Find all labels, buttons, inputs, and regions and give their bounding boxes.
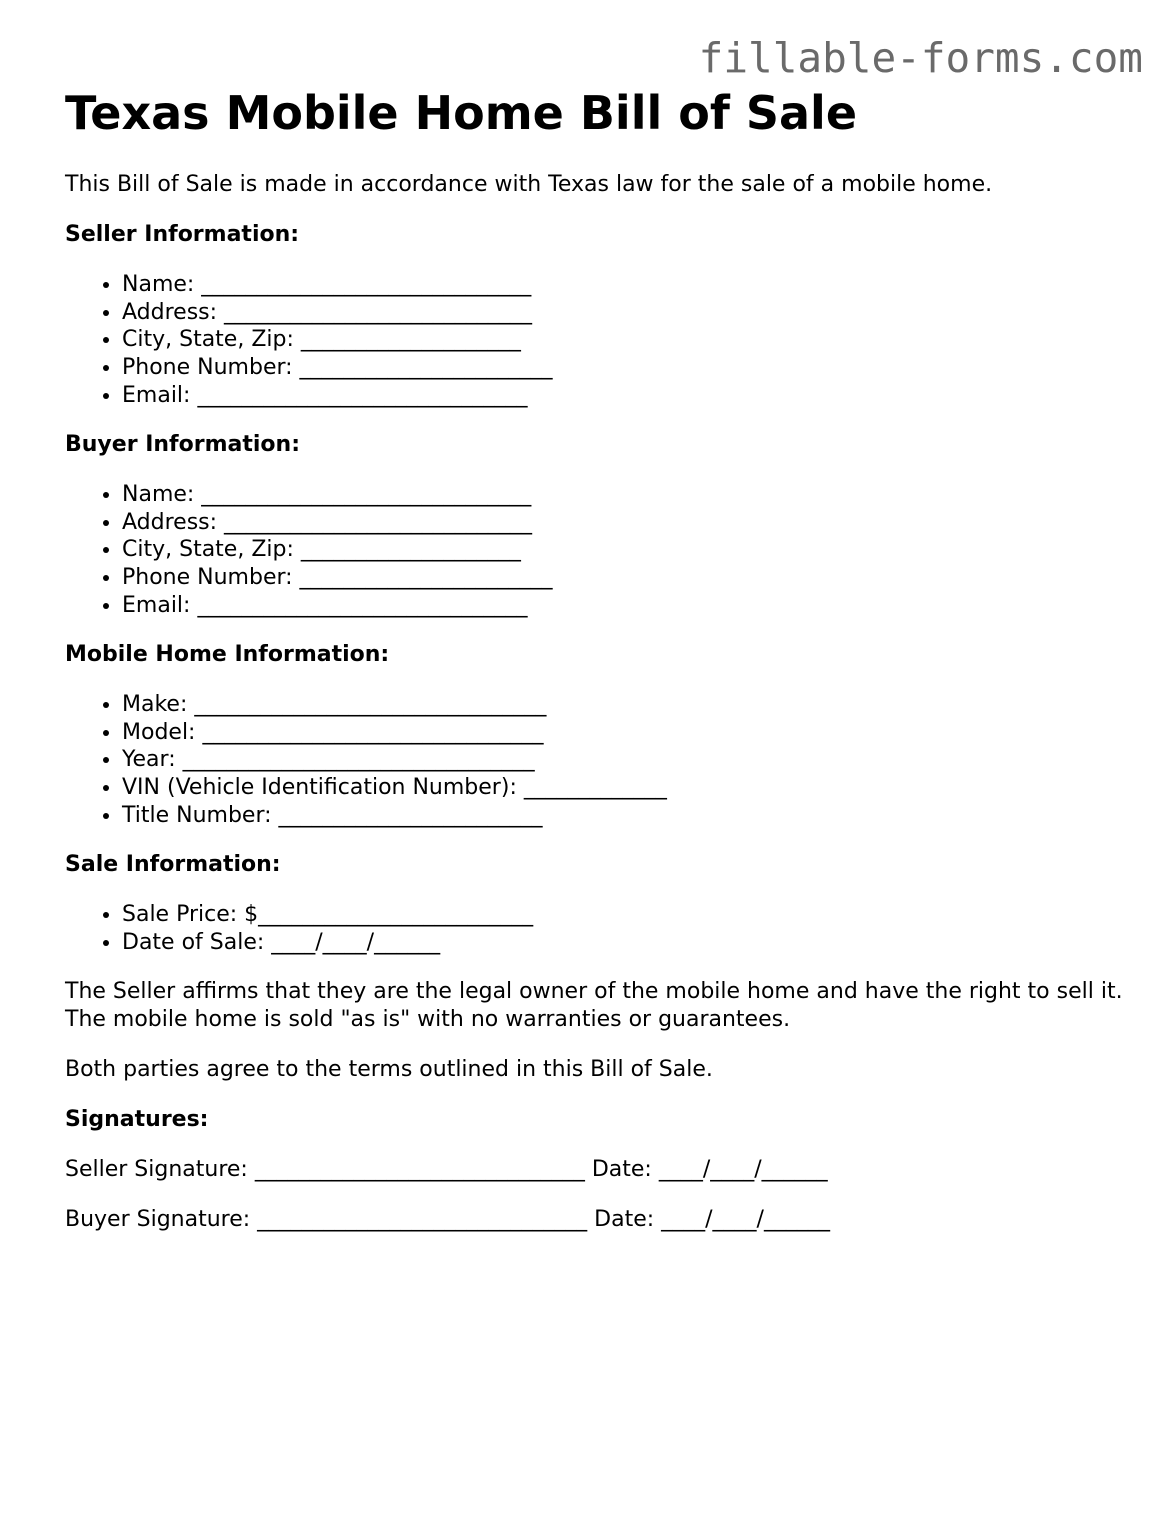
buyer-email-field[interactable]: • Email: ______________________________ bbox=[122, 592, 1125, 620]
seller-section-heading: Seller Information: bbox=[65, 222, 300, 248]
home-make-field[interactable]: • Make: ________________________________ bbox=[122, 691, 1125, 719]
document-title: Texas Mobile Home Bill of Sale bbox=[65, 86, 858, 140]
intro-paragraph: This Bill of Sale is made in accordance with Texas law for the sale of a mobile home. bbox=[65, 172, 993, 198]
buyer-phone-field[interactable]: • Phone Number: _______________________ bbox=[122, 564, 1125, 592]
sale-field-list bbox=[65, 901, 1125, 956]
seller-signature-line[interactable]: Seller Signature: ______________________________ Date: ____/____/______ bbox=[65, 1157, 828, 1183]
site-watermark: fillable-forms.com bbox=[698, 34, 1143, 82]
mobile-home-section-heading: Mobile Home Information: bbox=[65, 642, 390, 668]
home-title-number-field[interactable]: • Title Number: ________________________ bbox=[122, 802, 1125, 830]
bill-of-sale-document bbox=[65, 86, 1125, 1234]
home-year-field[interactable]: • Year: ________________________________ bbox=[122, 746, 1125, 774]
buyer-address-field[interactable]: • Address: ____________________________ bbox=[122, 509, 1125, 537]
buyer-city-state-zip-field[interactable]: • City, State, Zip: ____________________ bbox=[122, 536, 1125, 564]
buyer-field-list bbox=[65, 481, 1125, 619]
sale-date-field[interactable]: • Date of Sale: ____/____/______ bbox=[122, 929, 1125, 957]
signatures-section-heading: Signatures: bbox=[65, 1107, 209, 1133]
seller-address-field[interactable]: • Address: ____________________________ bbox=[122, 299, 1125, 327]
mobile-home-field-list bbox=[65, 691, 1125, 829]
sale-section-heading: Sale Information: bbox=[65, 852, 281, 878]
sale-price-field[interactable]: • Sale Price: $_________________________ bbox=[122, 901, 1125, 929]
seller-name-field[interactable]: • Name: ______________________________ bbox=[122, 271, 1125, 299]
seller-email-field[interactable]: • Email: ______________________________ bbox=[122, 382, 1125, 410]
seller-field-list bbox=[65, 271, 1125, 409]
buyer-section-heading: Buyer Information: bbox=[65, 432, 300, 458]
agreement-paragraph: Both parties agree to the terms outlined in this Bill of Sale. bbox=[65, 1057, 713, 1083]
seller-phone-field[interactable]: • Phone Number: _______________________ bbox=[122, 354, 1125, 382]
buyer-signature-line[interactable]: Buyer Signature: ______________________________ Date: ____/____/______ bbox=[65, 1207, 830, 1233]
home-model-field[interactable]: • Model: _______________________________ bbox=[122, 719, 1125, 747]
buyer-name-field[interactable]: • Name: ______________________________ bbox=[122, 481, 1125, 509]
affirmation-paragraph: The Seller affirms that they are the legal owner of the mobile home and have the right to sell it. The mobile home is sold "as is" with no warranties or guarantees. bbox=[65, 979, 1123, 1033]
home-vin-field[interactable]: • VIN (Vehicle Identification Number): _____________ bbox=[122, 774, 1125, 802]
seller-city-state-zip-field[interactable]: • City, State, Zip: ____________________ bbox=[122, 326, 1125, 354]
